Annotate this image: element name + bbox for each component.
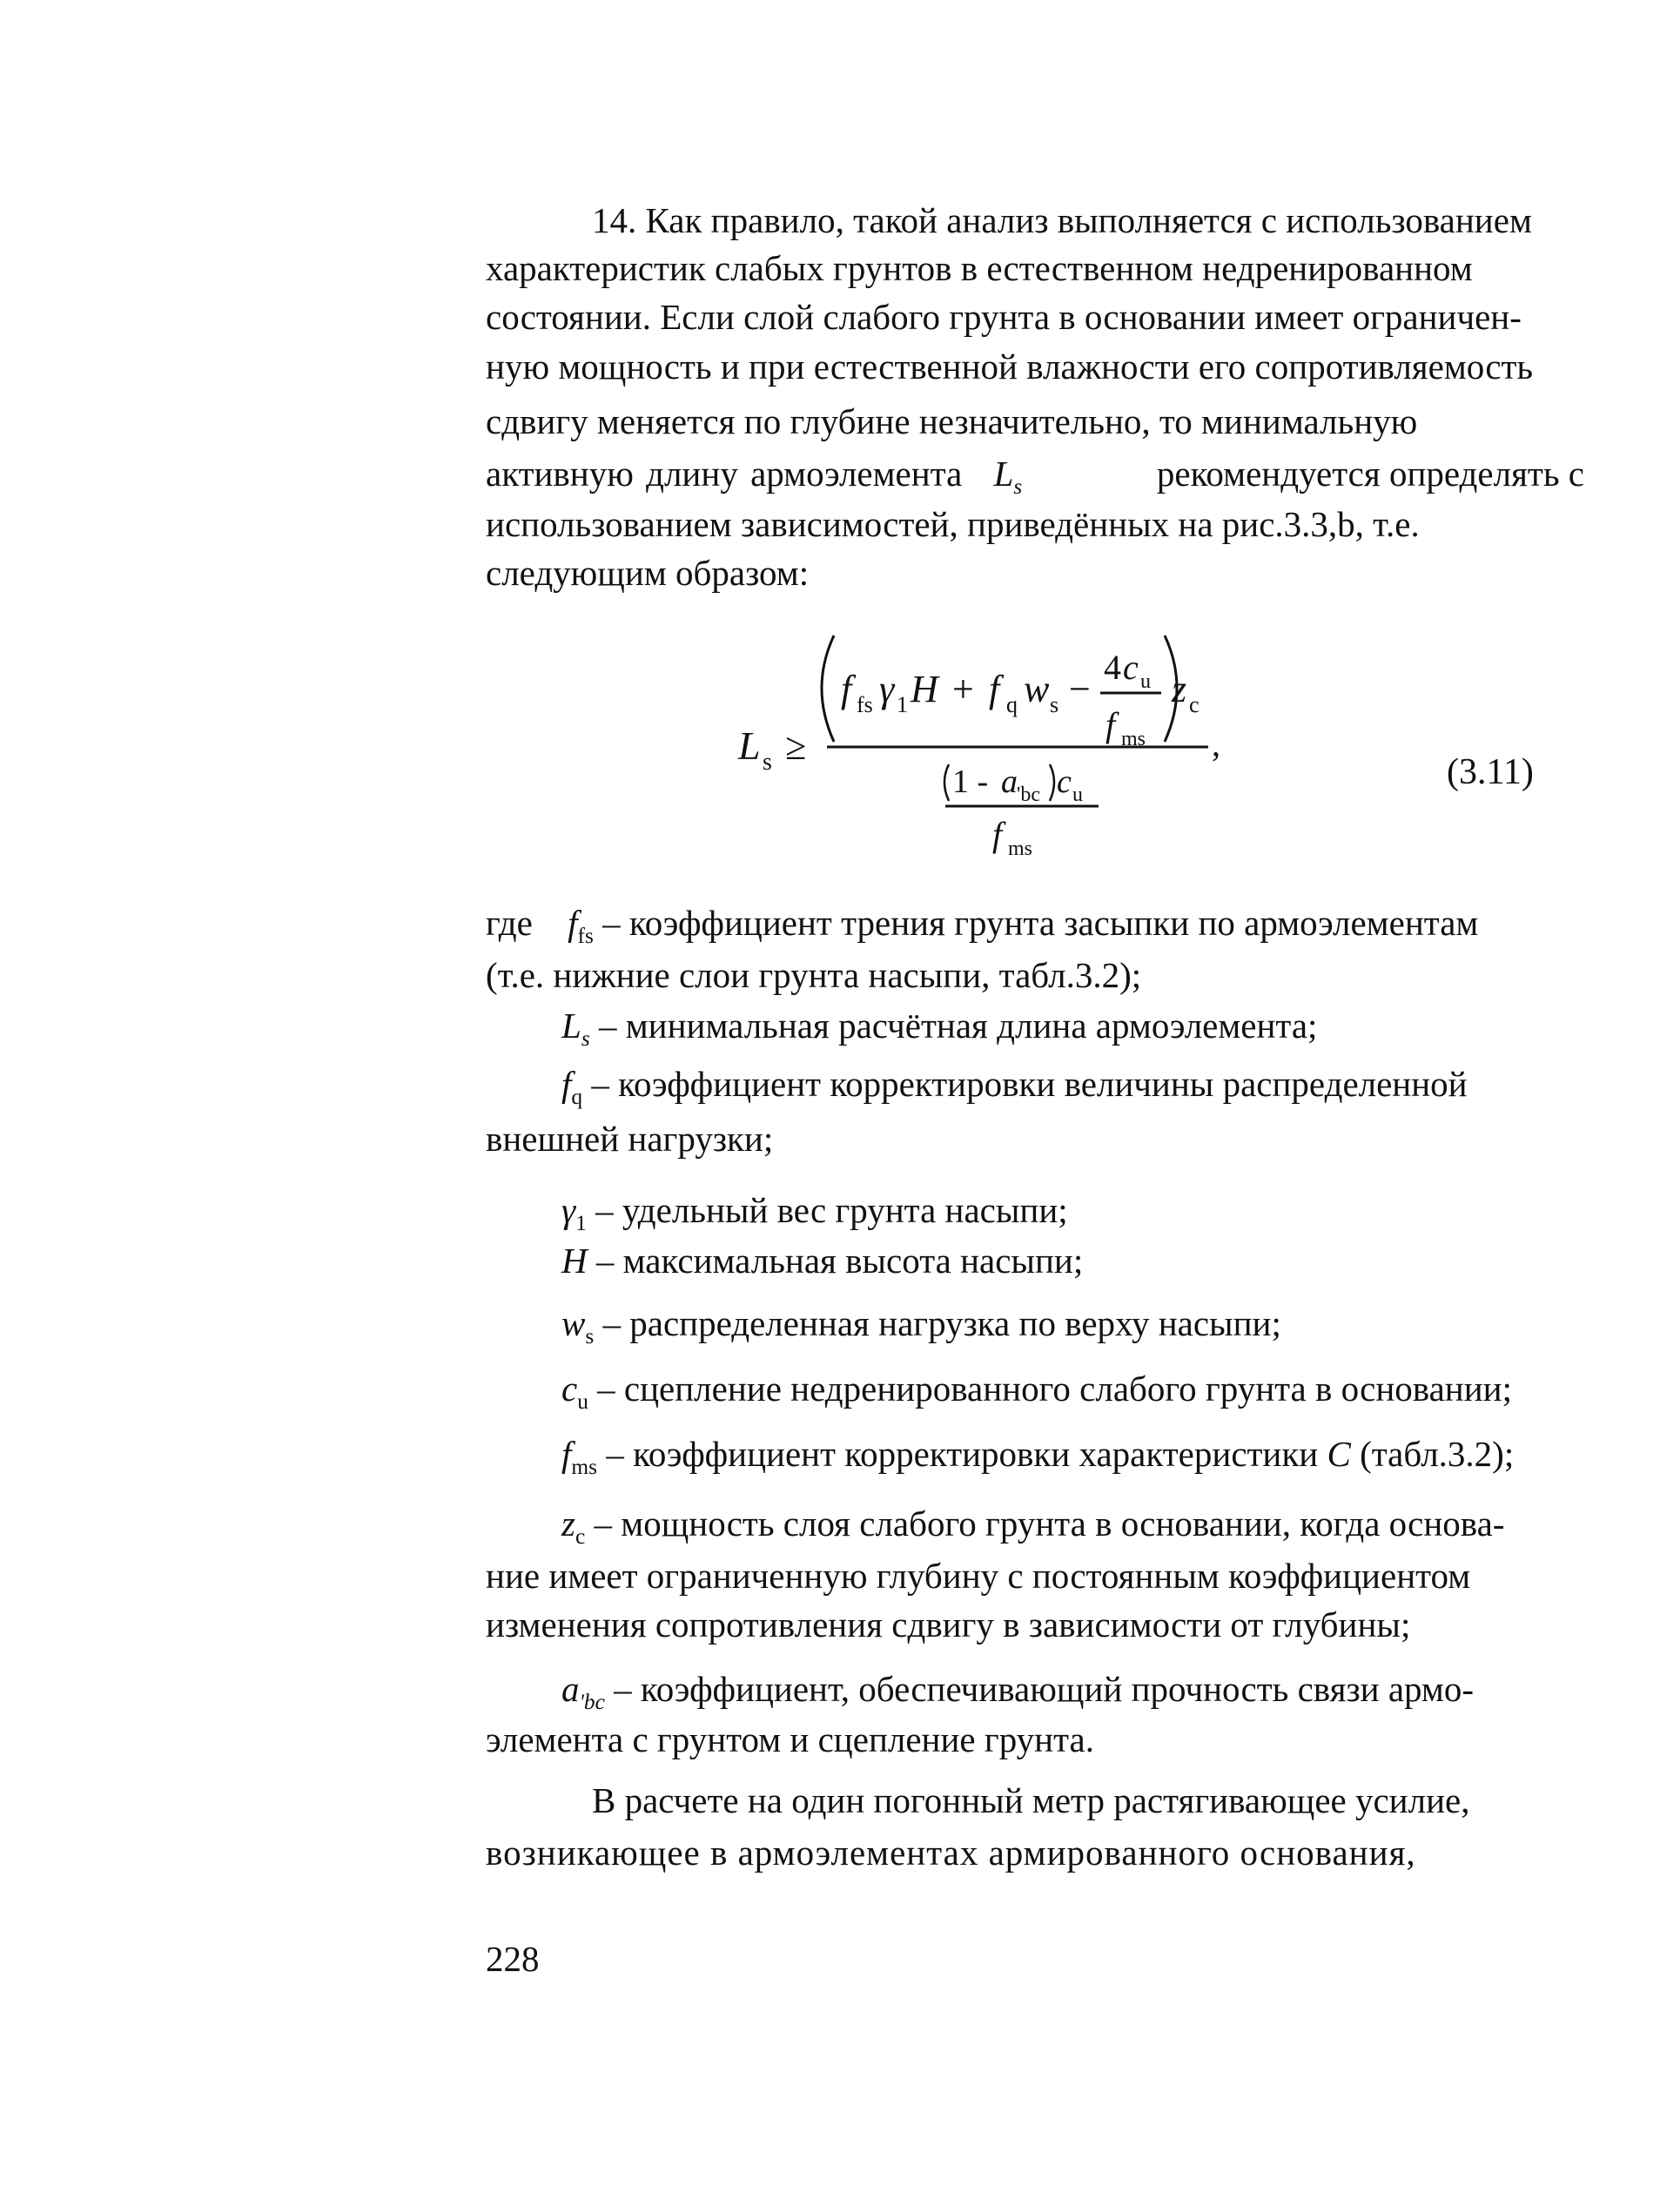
where-word: где	[486, 903, 533, 943]
eq-gamma: γ	[879, 668, 895, 710]
eq-plus: +	[952, 668, 974, 710]
definition-continuation: внешней нагрузки;	[486, 1119, 774, 1159]
eq-sub-ms: ms	[1008, 837, 1033, 860]
definition-text: – коэффициент корректировки характеристики	[597, 1434, 1327, 1474]
ls-inline-symbol: $L_s$	[993, 454, 1023, 499]
eq-relation: ≥	[785, 725, 807, 768]
definition-fms: $f_{ms}$ – коэффициент корректировки характеристики C (табл.3.2);	[561, 1434, 1515, 1479]
text-line: В расчете на один погонный метр растягивающее усилие,	[592, 1780, 1470, 1820]
eq-minus: −	[1069, 668, 1091, 710]
text-line: сдвигу меняется по глубине незначительно, то минимальную	[486, 401, 1418, 441]
eq-sub-1: 1	[897, 692, 908, 717]
definition-text: – распределенная нагрузка по верху насыпи;	[594, 1303, 1281, 1343]
text-line: характеристик слабых грунтов в естественном недренированном	[486, 248, 1473, 288]
definition-zc: $z_c$ – мощность слоя слабого грунта в основании, когда основа-	[561, 1503, 1505, 1549]
eq-sub-s: s	[1050, 692, 1059, 717]
definition-text: (табл.3.2);	[1350, 1434, 1515, 1474]
eq-four: 4	[1104, 648, 1121, 687]
eq-sub-fs: fs	[857, 692, 873, 717]
equation-3-11	[0, 0, 1680, 871]
text-line: ную мощность и при естественной влажности его сопротивляемость	[486, 346, 1534, 387]
eq-lhs-subscript: s	[763, 749, 772, 776]
eq-sub-ms: ms	[1121, 728, 1146, 750]
definition-cu: $c_u$ – сцепление недренированного слабого грунта в основании;	[561, 1369, 1513, 1414]
eq-H: H	[911, 668, 938, 710]
eq-f: f	[841, 668, 852, 710]
eq-f: f	[992, 815, 1003, 854]
eq-sub-u: u	[1072, 784, 1083, 806]
text-line: рекомендуется определять с	[1156, 454, 1584, 494]
eq-z: z	[1172, 668, 1187, 710]
eq-a: a	[1001, 763, 1018, 800]
definition-abc: $a_{'bc}$ – коэффициент, обеспечивающий прочность связи армо-	[561, 1669, 1475, 1714]
definition-text: – максимальная высота насыпи;	[587, 1241, 1084, 1281]
definition-continuation: ние имеет ограниченную глубину с постоянным коэффициентом	[486, 1556, 1471, 1596]
eq-f: f	[1105, 705, 1116, 744]
definition-text: – коэффициент, обеспечивающий прочность связи армо-	[604, 1669, 1475, 1709]
eq-w: w	[1024, 668, 1050, 710]
eq-den-right-paren	[1050, 764, 1054, 801]
definition-ws: $w_s$ – распределенная нагрузка по верху насыпи;	[561, 1303, 1281, 1349]
definition-text: – сцепление недренированного слабого грунта в основании;	[588, 1369, 1513, 1409]
page-number: 228	[486, 1939, 540, 1979]
eq-sub-bc: 'bc	[1017, 784, 1040, 806]
eq-lhs-symbol: L	[738, 723, 761, 768]
definition-text: – коэффициент корректировки величины распределенной	[582, 1064, 1468, 1104]
eq-sub-u: u	[1140, 670, 1151, 693]
text-line: следующим образом:	[486, 553, 810, 593]
definition-ffs: где $f_{fs}$ – коэффициент трения грунта засыпки по армоэлементам	[486, 903, 1479, 948]
eq-one-minus: 1 -	[952, 763, 989, 800]
definition-text: – коэффициент трения грунта засыпки по армоэлементам	[593, 903, 1479, 943]
definition-Ls: $L_s$ – минимальная расчётная длина армоэлемента;	[561, 1006, 1318, 1051]
definition-continuation: (т.е. нижние слои грунта насыпи, табл.3.2);	[486, 955, 1142, 995]
definition-symbol-C: C	[1327, 1434, 1351, 1474]
text-fragment: активную длину армоэлемента	[486, 454, 963, 494]
definition-gamma1: $\gamma_1$ – удельный вес грунта насыпи;	[561, 1190, 1068, 1235]
definition-fq: $f_q$ – коэффициент корректировки величины распределенной	[561, 1064, 1468, 1109]
text-line: использованием зависимостей, приведённых на рис.3.3,b, т.е.	[486, 504, 1420, 544]
eq-left-paren	[822, 636, 834, 742]
text-line: состоянии. Если слой слабого грунта в основании имеет ограничен-	[486, 297, 1522, 337]
definition-continuation: элемента с грунтом и сцепление грунта.	[486, 1719, 1094, 1759]
eq-sub-q: q	[1006, 692, 1018, 717]
definition-text: – мощность слоя слабого грунта в основании, когда основа-	[585, 1503, 1505, 1544]
eq-f: f	[989, 668, 1000, 710]
eq-c: c	[1123, 648, 1139, 687]
definition-continuation: изменения сопротивления сдвигу в зависимости от глубины;	[486, 1604, 1411, 1645]
eq-sub-c: c	[1189, 692, 1200, 717]
definition-text: – удельный вес грунта насыпи;	[586, 1190, 1068, 1230]
equation-number: (3.11)	[1447, 752, 1534, 792]
text-line: возникающее в армоэлементах армированного основания,	[486, 1833, 1416, 1873]
eq-den-left-paren	[944, 764, 949, 801]
definition-H: H – максимальная высота насыпи;	[561, 1241, 1084, 1281]
text-line: 14. Как правило, такой анализ выполняется с использованием	[592, 200, 1532, 240]
eq-c: c	[1057, 763, 1072, 800]
definition-text: – минимальная расчётная длина армоэлемента;	[589, 1006, 1318, 1046]
eq-comma: ,	[1212, 724, 1220, 763]
